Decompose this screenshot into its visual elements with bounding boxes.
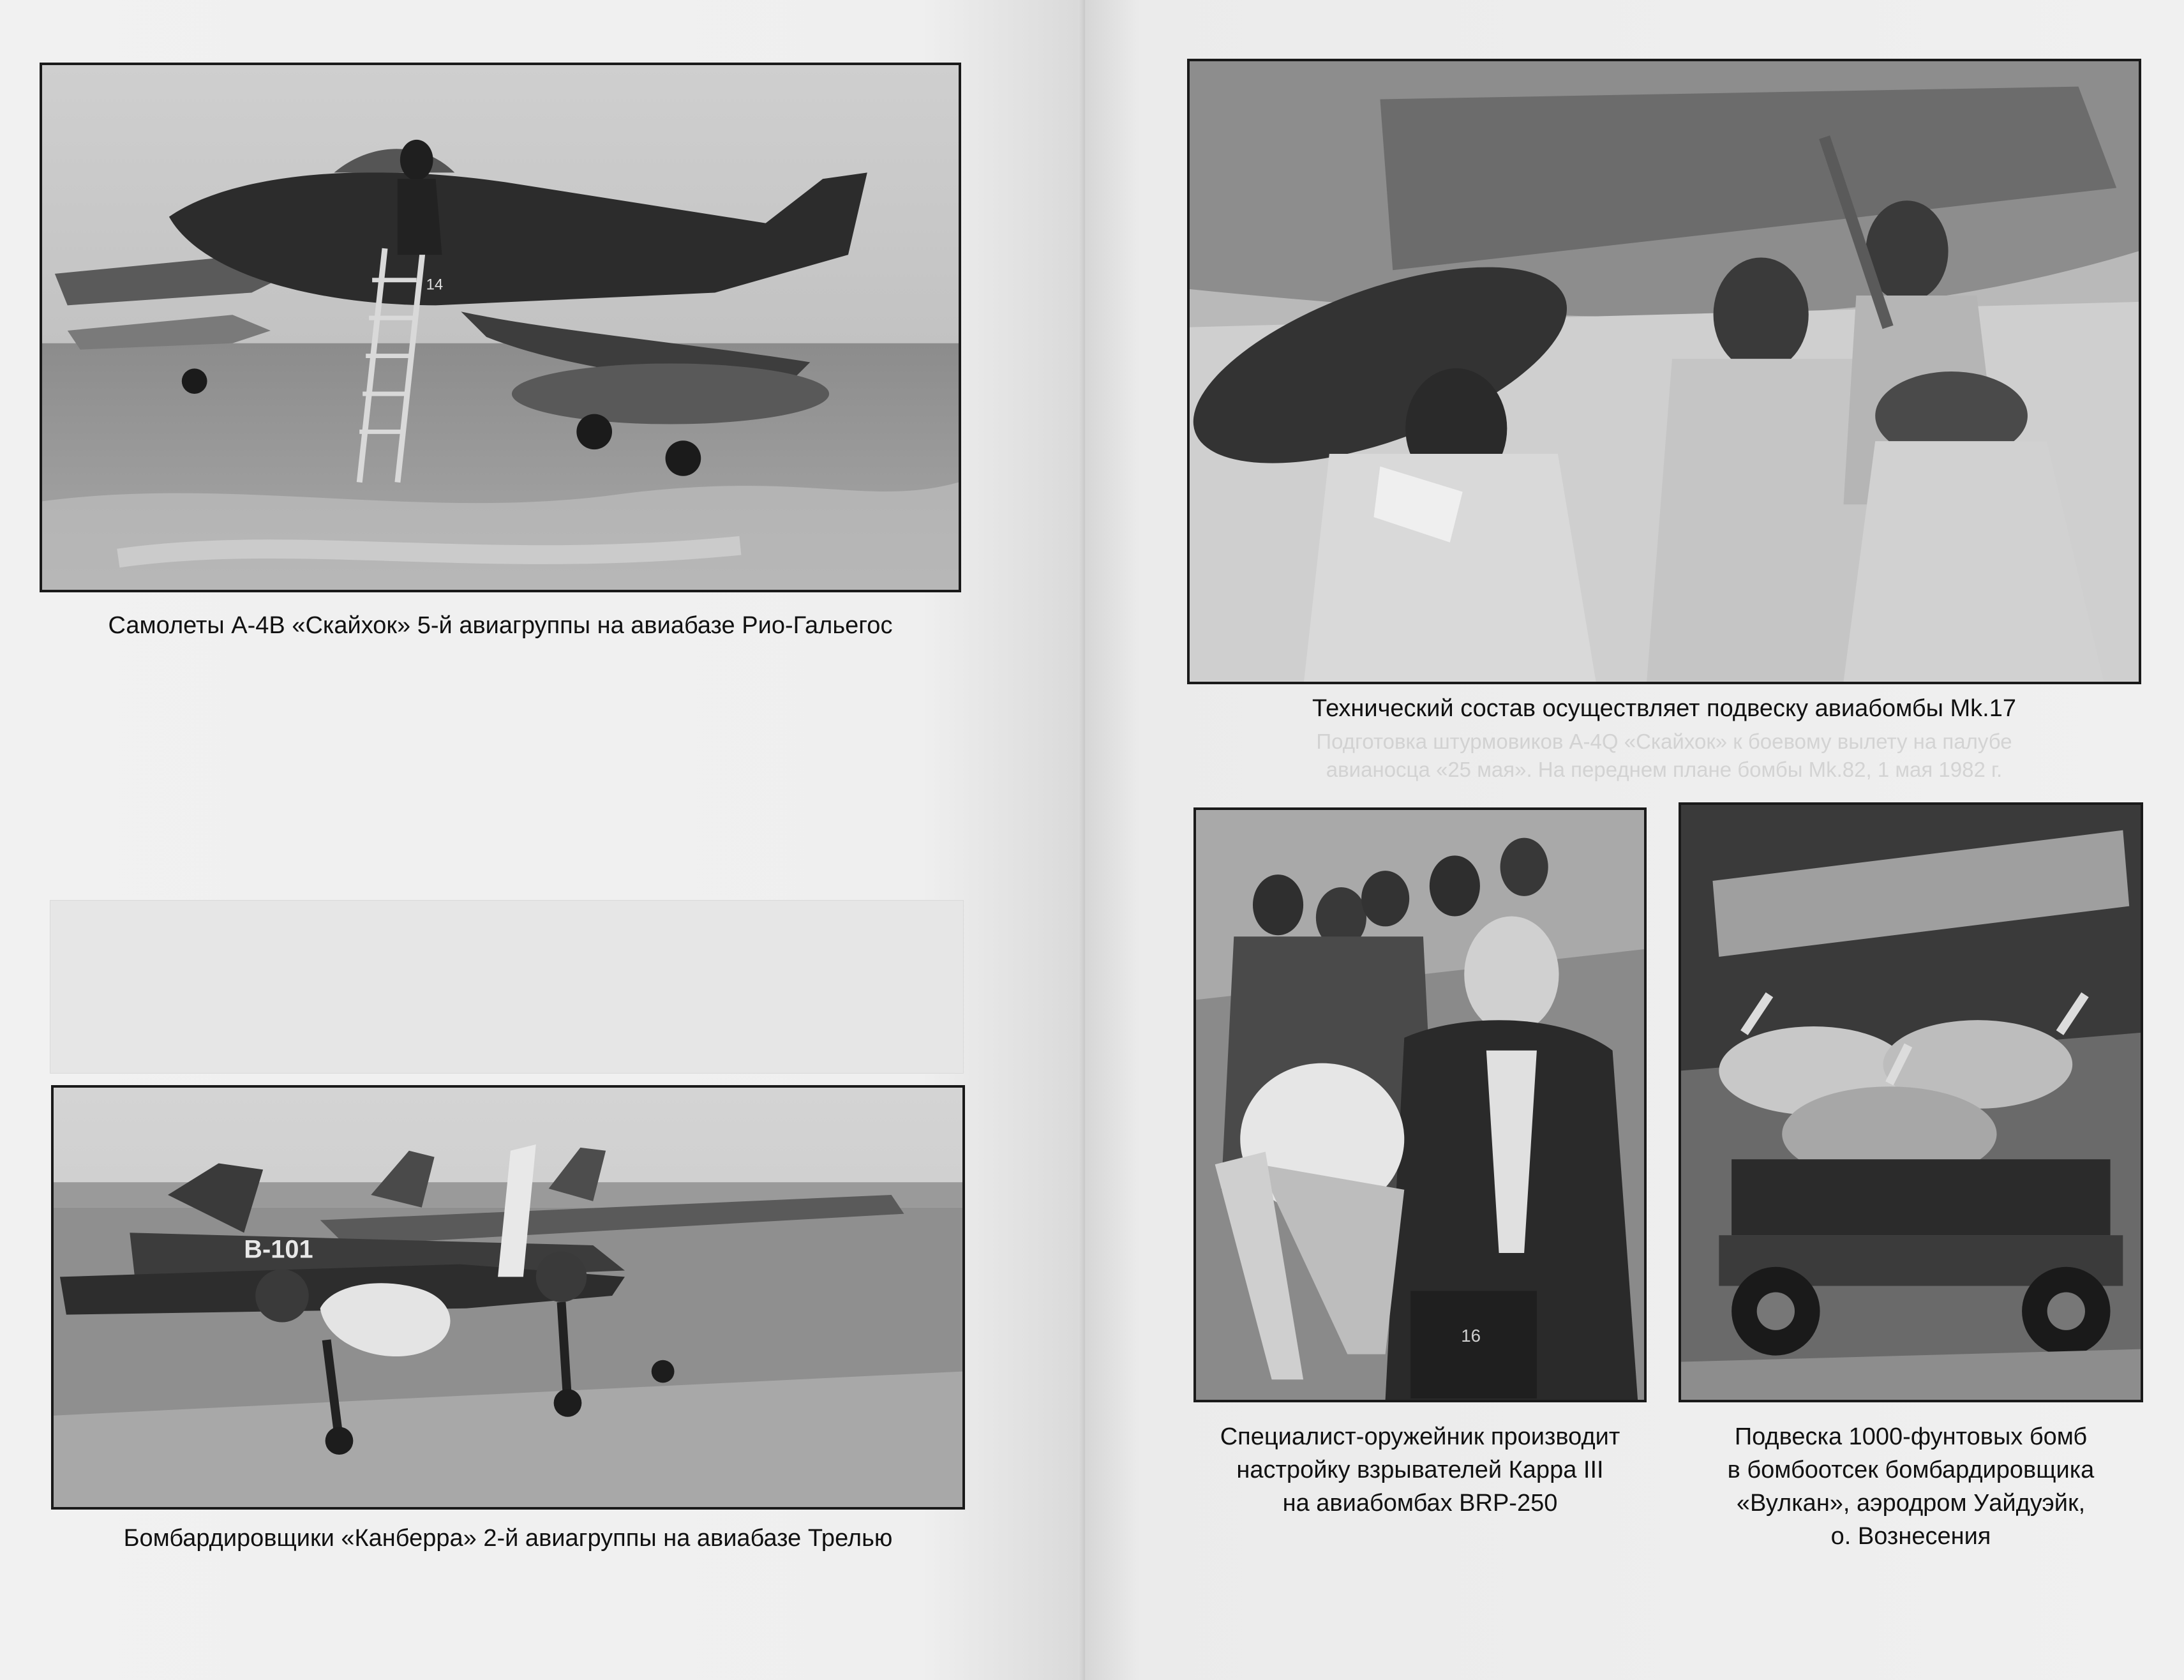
aircraft-number: 14	[426, 276, 444, 294]
left-page	[0, 0, 1085, 1680]
caption-brp250-line-2: настройку взрывателей Карра III	[1236, 1457, 1604, 1483]
bleed-through-line-2: авианосца «25 мая». На переднем плане бомбы Mk.82, 1 мая 1982 г.	[1326, 758, 2003, 781]
photo-brp250-armorer	[1193, 807, 1647, 1402]
caption-brp250-line-3: на авиабомбах BRP-250	[1282, 1490, 1558, 1517]
photo-mk17-loading	[1187, 59, 2141, 684]
caption-brp250	[1193, 1420, 1647, 1520]
bleed-through-photo-area	[50, 900, 964, 1074]
caption-canberra-text: Бомбардировщики «Канберра» 2-й авиагруппы на авиабазе Трелью	[123, 1525, 893, 1552]
caption-canberra	[51, 1522, 965, 1554]
caption-skyhawk	[40, 610, 961, 641]
photo-vulcan-bomb-bay	[1679, 802, 2143, 1402]
caption-vulcan-line-3: «Вулкан», аэродром Уайдуэйк,	[1736, 1490, 2086, 1517]
caption-brp250-line-1: Специалист-оружейник производит	[1220, 1423, 1620, 1450]
bleed-through-text	[1187, 728, 2141, 784]
caption-vulcan-line-2: в бомбоотсек бомбардировщика	[1727, 1457, 2095, 1483]
aircraft-code: B-101	[244, 1235, 313, 1264]
caption-mk17-text: Технический состав осуществляет подвеску авиабомбы Mk.17	[1312, 695, 2016, 722]
caption-vulcan-line-1: Подвеска 1000-фунтовых бомб	[1734, 1423, 2088, 1450]
right-page	[1085, 0, 2184, 1680]
photo-skyhawk-aircraft	[40, 63, 961, 592]
photo-canberra-bombers	[51, 1085, 965, 1510]
bleed-through-line-1: Подготовка штурмовиков А-4Q «Скайхок» к боевому вылету на палубе	[1316, 730, 2012, 753]
caption-skyhawk-text: Самолеты А-4В «Скайхок» 5-й авиагруппы на авиабазе Рио-Гальегос	[108, 612, 893, 639]
caption-vulcan-line-4: о. Вознесения	[1830, 1523, 1991, 1550]
svg-text:16: 16	[1461, 1325, 1481, 1346]
caption-vulcan	[1679, 1420, 2143, 1553]
caption-mk17	[1187, 693, 2141, 724]
